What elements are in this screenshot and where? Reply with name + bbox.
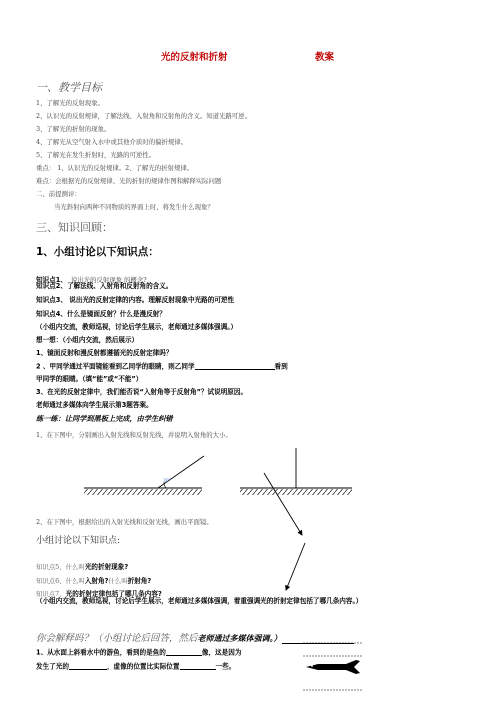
explain-question-1-continued xyxy=(36,663,235,670)
explain-underline xyxy=(282,635,354,644)
goal-2: 2、认识光的反射规律，了解法线、入射角和反射角的含义。知道光路可逆。 xyxy=(36,112,251,120)
think-heading: 想一想：（小组内交流，然后展示） xyxy=(36,336,139,344)
e1-blank-2 xyxy=(69,663,107,670)
discussion-note-1: （小组内交流，教师巡视，讨论后学生展示，老师通过多媒体强调。） xyxy=(36,323,238,331)
question-3: 3、在光的反射定律中，我们能否说“入射角等于反射角”？试说明原因。 xyxy=(36,388,248,396)
kp1-text: 说出光的反射现象 的概念? xyxy=(70,276,147,284)
knowledge-point-3: 知识点3、 说出光的反射定律的内容。理解反射现象中光路的可逆性 xyxy=(36,296,235,304)
explain-part-a: 你会解释吗？（小组讨论后回答，然后 xyxy=(36,633,198,644)
kp6b-label: 什么叫 xyxy=(108,577,128,585)
e1-part-b: 像，这是因为 xyxy=(201,648,242,657)
angle-label: 30° xyxy=(163,479,171,484)
doc-title-tag: 教案 xyxy=(315,52,335,63)
goal-1: 1、了解光的反射现象。 xyxy=(36,99,104,107)
section-1-heading: 一、教学目标 xyxy=(36,81,102,94)
section-3-heading: 三、知识回顾： xyxy=(36,221,113,234)
goal-4: 4、了解光从空气射入水中或其他介质时的偏折规律。 xyxy=(36,138,188,146)
given-reflected-ray xyxy=(286,543,305,590)
kp7-label: 知识点7、 xyxy=(36,590,66,598)
discussion-note-2: （小组内交流，教师巡视，讨论后学生展示，老师通过多媒体强调，着重强调光的折射定律包括了哪几条内容。） xyxy=(36,597,363,605)
question-1: 1、镜面反射和漫反射都遵循光的反射定律吗？ xyxy=(36,349,173,357)
mirror-2-hatching xyxy=(240,489,352,495)
goal-5: 5、了解光在发生折射时，光路的可逆性。 xyxy=(36,151,156,159)
section-2-heading: 二、前提测评： xyxy=(36,190,81,198)
question-2-continued: 甲同学的眼睛。（填“能”或“不能”） xyxy=(36,375,143,383)
difficulties: 难点：会根据光的反射规律、光的折射的规律作图和解释实际问题 xyxy=(36,177,222,185)
knowledge-point-2: 知识点2、了解法线、入射角和反射角的含义。 xyxy=(36,282,173,290)
practice-2: 2、在下图中，根据给出的入射光线和反射光线，画出平面镜。 xyxy=(36,518,213,526)
kp6-text: 入射角? xyxy=(84,577,109,585)
e1-blank-3 xyxy=(180,663,216,670)
q2-part-a: 2 、甲同学通过平面镜能看到乙同学的眼睛，则乙同学 xyxy=(36,362,195,371)
e1-part-c: 发生了光的 xyxy=(36,662,69,671)
e1-part-e: 一些。 xyxy=(215,662,236,671)
teacher-note: 老师通过多媒体向学生展示第3题答案。 xyxy=(36,401,153,409)
kp6-label: 知识点6、什么叫 xyxy=(36,577,85,585)
key-points: 重点： 1、认识光的反射规律。2、了解光的折射规律。 xyxy=(36,164,194,172)
kp7-text: 光的折射定律包括了哪几条内容? xyxy=(65,590,162,598)
q2-part-b: 看到 xyxy=(274,362,288,371)
practice-1: 1、在下图中，分别画出入射光线和反射光线，并说明入射角的大小。 xyxy=(36,431,232,439)
practice-heading: 练一练：让同学到黑板上完成，由学生纠错 xyxy=(36,414,173,423)
kp5-label: 知识点5、什么叫 xyxy=(36,563,85,571)
group-discussion-title: 1、小组讨论以下知识点： xyxy=(36,246,159,258)
pretest-question: 当光斜射向两种不同物质的界面上时，将发生什么现象？ xyxy=(54,203,214,211)
explain-heading xyxy=(36,628,354,644)
kp6b-text: 折射角? xyxy=(127,577,152,585)
e1-part-d: ，虚像的位置比实际位置 xyxy=(106,662,180,671)
goal-3: 3、了解光的折射的现象。 xyxy=(36,125,111,133)
mirror-1-hatching xyxy=(84,489,202,495)
explain-part-b: 老师通过多媒体强调。） xyxy=(197,634,282,643)
fish-icon xyxy=(306,660,360,674)
kp5-text: 光的折射现象? xyxy=(84,563,129,571)
group-discussion-2: 小组讨论以下知识点: xyxy=(36,536,121,546)
doc-title: 光的反射和折射 xyxy=(161,52,228,63)
e1-part-a: 1、从水面上斜看水中的游鱼，看到的是鱼的 xyxy=(36,648,166,657)
e1-blank-1 xyxy=(166,649,202,656)
knowledge-point-4: 知识点4、什么是镜面反射？什么是漫反射？ xyxy=(36,310,166,318)
kp1-label: 知识点1、 xyxy=(36,276,67,284)
fish-eye xyxy=(311,665,313,667)
explain-question-1 xyxy=(36,649,241,656)
